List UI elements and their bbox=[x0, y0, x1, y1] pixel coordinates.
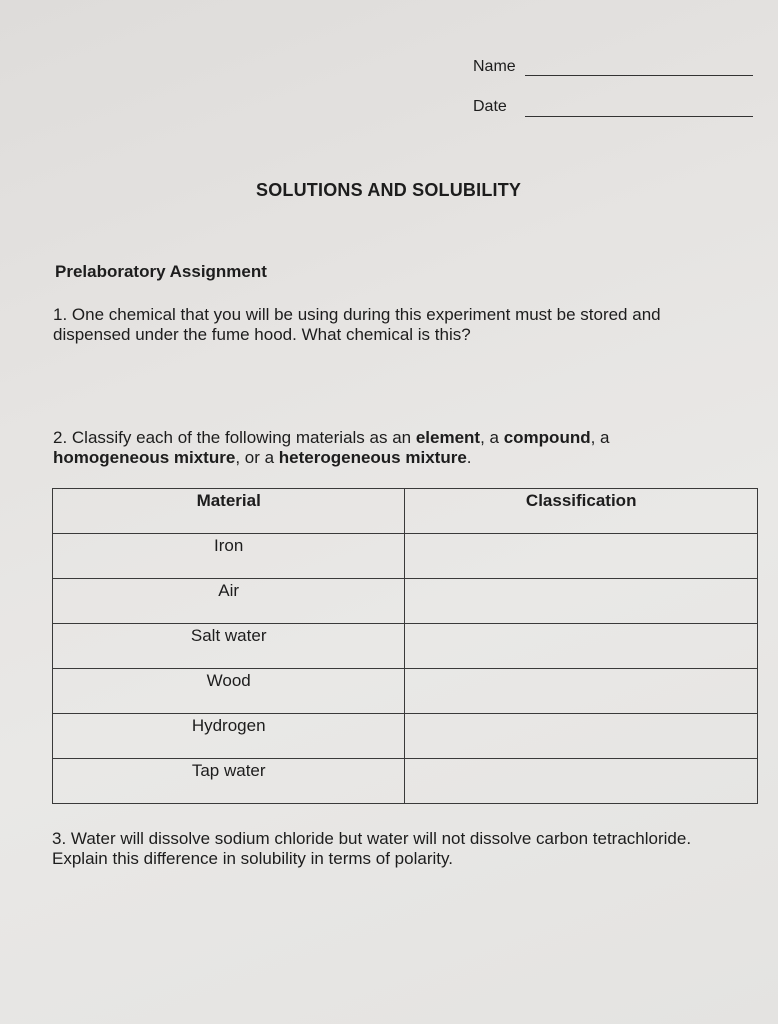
section-heading: Prelaboratory Assignment bbox=[55, 262, 267, 281]
column-header-material: Material bbox=[53, 489, 405, 534]
classification-cell[interactable] bbox=[405, 714, 758, 759]
question-2-line-2: homogeneous mixture, or a heterogeneous mixture. bbox=[53, 448, 472, 467]
question-2-line-1: 2. Classify each of the following materials as an element, a compound, a bbox=[53, 428, 610, 447]
question-2 bbox=[53, 428, 753, 468]
table-row bbox=[53, 714, 758, 759]
term-heterogeneous-mixture: heterogeneous mixture bbox=[278, 448, 467, 467]
column-header-classification: Classification bbox=[405, 489, 758, 534]
question-1-line-2: dispensed under the fume hood. What chemical is this? bbox=[53, 325, 471, 344]
material-cell: Air bbox=[53, 579, 405, 624]
classification-cell[interactable] bbox=[405, 759, 758, 804]
term-element: element bbox=[415, 428, 481, 447]
table-row bbox=[53, 669, 758, 714]
table-row bbox=[53, 624, 758, 669]
question-3-line-2: Explain this difference in solubility in terms of polarity. bbox=[52, 849, 453, 868]
classification-cell[interactable] bbox=[405, 534, 758, 579]
table-row bbox=[53, 759, 758, 804]
term-homogeneous-mixture: homogeneous mixture bbox=[53, 448, 236, 467]
name-field[interactable] bbox=[525, 75, 753, 76]
question-3 bbox=[52, 829, 691, 869]
classification-cell[interactable] bbox=[405, 579, 758, 624]
question-1 bbox=[53, 305, 661, 345]
table-row bbox=[53, 534, 758, 579]
material-cell: Hydrogen bbox=[53, 714, 405, 759]
classification-table bbox=[52, 488, 758, 804]
name-label: Name bbox=[473, 58, 516, 75]
material-cell: Iron bbox=[53, 534, 405, 579]
term-compound: compound bbox=[503, 428, 591, 447]
date-field[interactable] bbox=[525, 116, 753, 117]
classification-cell[interactable] bbox=[405, 669, 758, 714]
material-cell: Salt water bbox=[53, 624, 405, 669]
question-1-line-1: 1. One chemical that you will be using during this experiment must be stored and bbox=[53, 305, 661, 324]
table-header-row bbox=[53, 489, 758, 534]
material-cell: Wood bbox=[53, 669, 405, 714]
question-3-line-1: 3. Water will dissolve sodium chloride but water will not dissolve carbon tetrachloride. bbox=[52, 829, 692, 848]
date-label: Date bbox=[473, 98, 507, 115]
table-row bbox=[53, 579, 758, 624]
classification-cell[interactable] bbox=[405, 624, 758, 669]
material-cell: Tap water bbox=[53, 759, 405, 804]
worksheet-title: SOLUTIONS AND SOLUBILITY bbox=[256, 180, 522, 200]
